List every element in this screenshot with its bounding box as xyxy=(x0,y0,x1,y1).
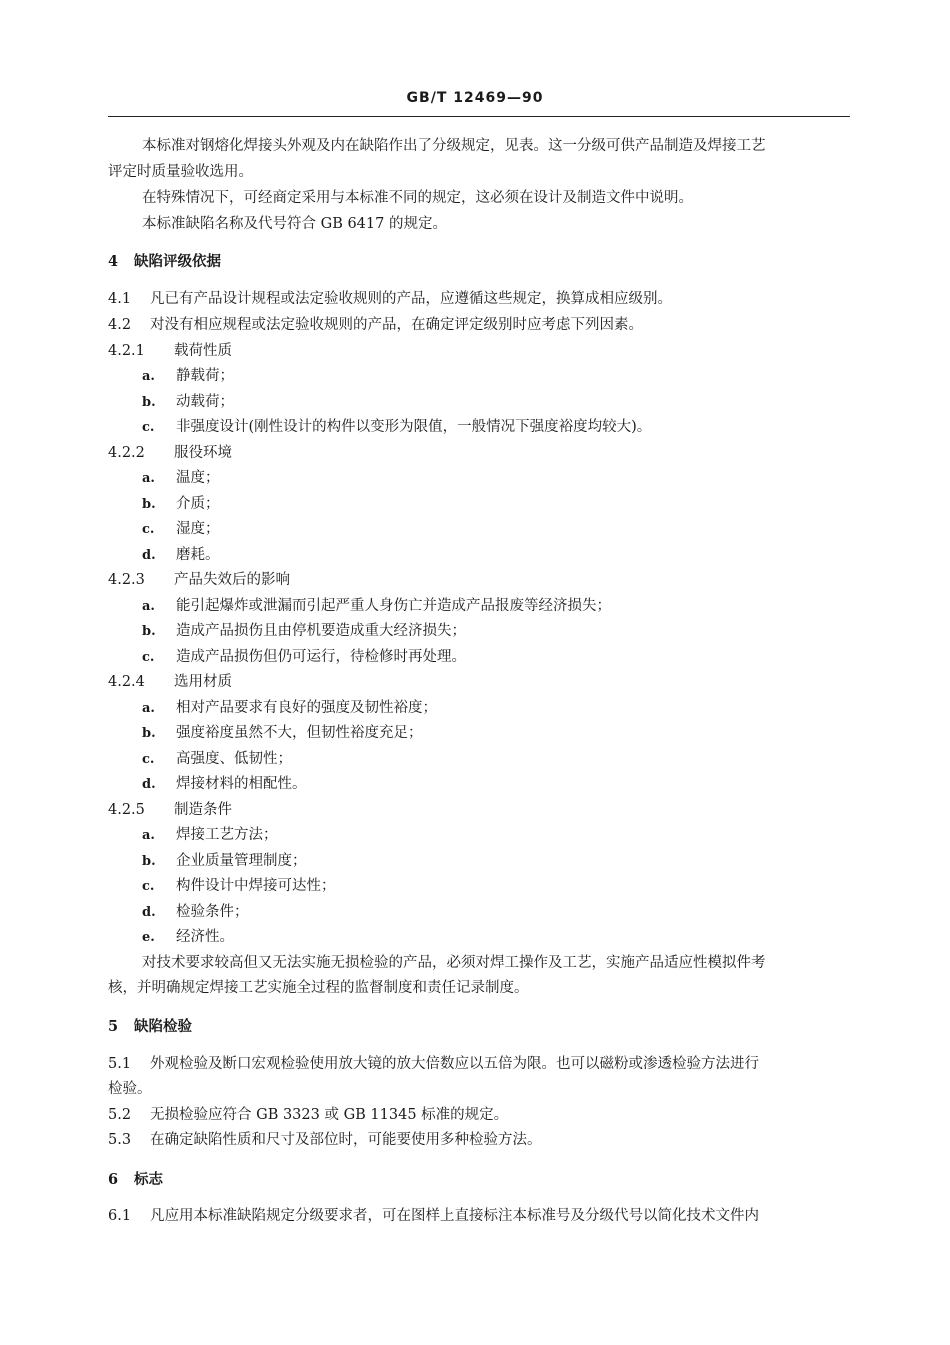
section-4-heading: 4 缺陷评级依据 xyxy=(108,253,221,270)
clause-4-1: 4.1 凡已有产品设计规程或法定验收规则的产品，应遵循这些规定，换算成相应级别。 xyxy=(108,291,672,307)
section-5-heading: 5 缺陷检验 xyxy=(108,1018,192,1035)
clause-6-1: 6.1 凡应用本标准缺陷规定分级要求者，可在图样上直接标注本标准号及分级代号以简化技术文件内 xyxy=(108,1208,759,1224)
list-item: d. 磨耗。 xyxy=(142,547,220,563)
list-item: d. 检验条件； xyxy=(142,904,249,920)
list-item: a. 静载荷； xyxy=(142,368,234,384)
header-rule xyxy=(108,116,850,117)
list-item: b. 介质； xyxy=(142,496,220,512)
section-4-note-line-1: 对技术要求较高但又无法实施无损检验的产品，必须对焊工操作及工艺，实施产品适应性模拟件考 xyxy=(142,955,766,971)
list-item: c. 湿度； xyxy=(142,521,220,537)
clause-5-2: 5.2 无损检验应符合 GB 3323 或 GB 11345 标准的规定。 xyxy=(108,1107,509,1123)
section-6-heading: 6 标志 xyxy=(108,1171,163,1188)
section-4-note-line-2: 核，并明确规定焊接工艺实施全过程的监督制度和责任记录制度。 xyxy=(108,980,529,996)
list-item: a. 能引起爆炸或泄漏而引起严重人身伤亡并造成产品报废等经济损失； xyxy=(142,598,611,614)
list-item: b. 动载荷； xyxy=(142,394,234,410)
clause-5-3: 5.3 在确定缺陷性质和尺寸及部位时，可能要使用多种检验方法。 xyxy=(108,1132,542,1148)
standard-header: GB/T 12469—90 xyxy=(406,90,544,106)
clause-4-2-1: 4.2.1 载荷性质 xyxy=(108,343,232,359)
list-item: b. 企业质量管理制度； xyxy=(142,853,307,869)
intro-paragraph-1-line-1: 本标准对钢熔化焊接头外观及内在缺陷作出了分级规定，见表。这一分级可供产品制造及焊接工艺 xyxy=(142,138,766,154)
list-item: b. 强度裕度虽然不大，但韧性裕度充足； xyxy=(142,725,423,741)
clause-5-1-line-2: 检验。 xyxy=(108,1081,152,1097)
clause-5-1-line-1: 5.1 外观检验及断口宏观检验使用放大镜的放大倍数应以五倍为限。也可以磁粉或渗透检验方法进行 xyxy=(108,1056,759,1072)
intro-paragraph-3: 本标准缺陷名称及代号符合 GB 6417 的规定。 xyxy=(142,216,447,232)
clause-4-2: 4.2 对没有相应规程或法定验收规则的产品，在确定评定级别时应考虑下列因素。 xyxy=(108,317,643,333)
list-item: e. 经济性。 xyxy=(142,929,234,945)
clause-4-2-3: 4.2.3 产品失效后的影响 xyxy=(108,572,290,588)
list-item: a. 温度； xyxy=(142,470,220,486)
clause-4-2-5: 4.2.5 制造条件 xyxy=(108,802,232,818)
list-item: c. 高强度、低韧性； xyxy=(142,751,292,767)
intro-paragraph-1-line-2: 评定时质量验收选用。 xyxy=(108,164,253,180)
list-item: a. 焊接工艺方法； xyxy=(142,827,278,843)
clause-4-2-4: 4.2.4 选用材质 xyxy=(108,674,232,690)
clause-4-2-2: 4.2.2 服役环境 xyxy=(108,445,232,461)
list-item: a. 相对产品要求有良好的强度及韧性裕度； xyxy=(142,700,437,716)
list-item: c. 造成产品损伤但仍可运行，待检修时再处理。 xyxy=(142,649,466,665)
list-item: d. 焊接材料的相配性。 xyxy=(142,776,307,792)
list-item: c. 构件设计中焊接可达性； xyxy=(142,878,336,894)
intro-paragraph-2: 在特殊情况下，可经商定采用与本标准不同的规定，这必须在设计及制造文件中说明。 xyxy=(142,190,693,206)
list-item: c. 非强度设计(刚性设计的构件以变形为限值，一般情况下强度裕度均较大)。 xyxy=(142,419,652,435)
list-item: b. 造成产品损伤且由停机要造成重大经济损失； xyxy=(142,623,466,639)
